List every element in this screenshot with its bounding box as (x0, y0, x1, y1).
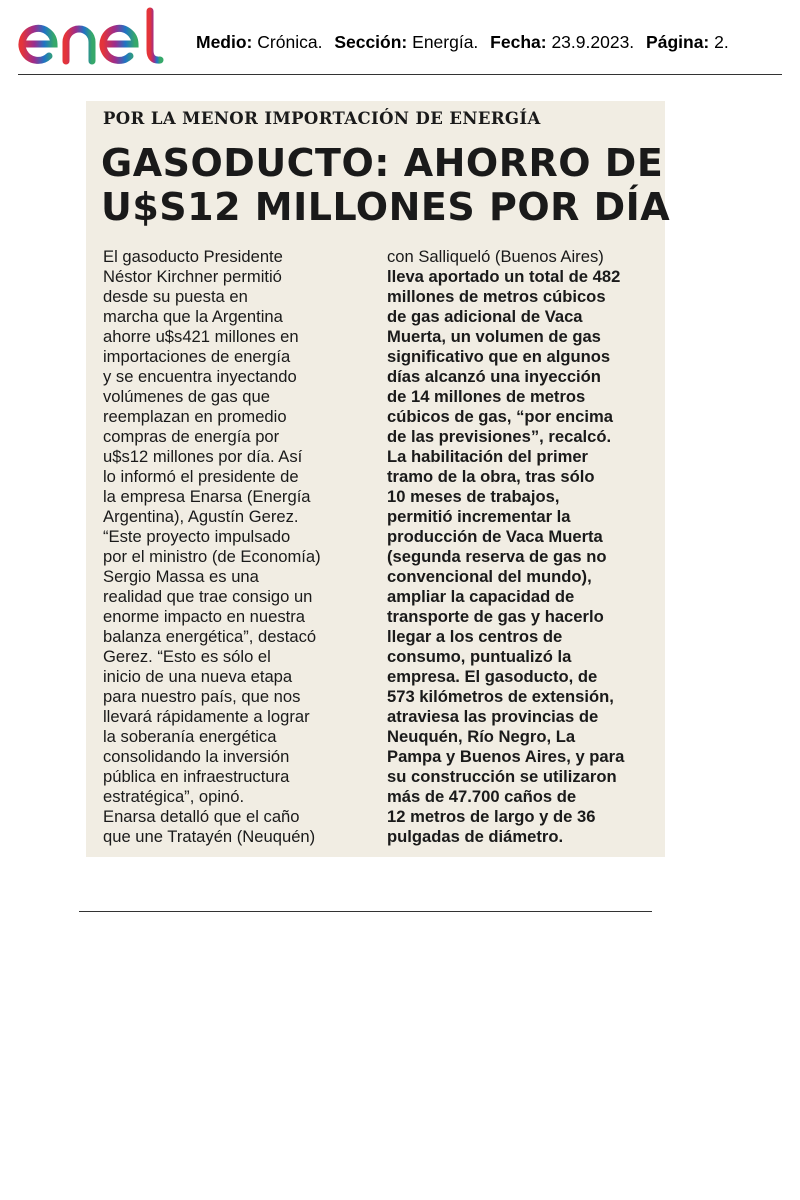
article-text-line: (segunda reserva de gas no (387, 547, 607, 566)
article-text-line: lleva aportado un total de 482 (387, 267, 621, 286)
article-text-line: para nuestro país, que nos (103, 687, 301, 706)
seccion-value: Energía. (412, 32, 479, 52)
article-kicker: POR LA MENOR IMPORTACIÓN DE ENERGÍA (103, 109, 541, 128)
article-text-line: realidad que trae consigo un (103, 587, 313, 606)
article-text-line: Pampa y Buenos Aires, y para (387, 747, 625, 766)
article-text-line: El gasoducto Presidente (103, 247, 283, 266)
article-text-line: cúbicos de gas, “por encima (387, 407, 613, 426)
pagina-label: Página: (646, 32, 710, 52)
article-text-line: Muerta, un volumen de gas (387, 327, 601, 346)
article-column-right (387, 247, 659, 847)
article-text-line: balanza energética”, destacó (103, 627, 317, 646)
seccion-label: Sección: (334, 32, 408, 52)
article-text-line: 12 metros de largo y de 36 (387, 807, 596, 826)
article-text-line: convencional del mundo), (387, 567, 592, 586)
article-text-line: ahorre u$s421 millones en (103, 327, 299, 346)
article-text-line: de 14 millones de metros (387, 387, 586, 406)
article-text-line: transporte de gas y hacerlo (387, 607, 604, 626)
article-text-line: Argentina), Agustín Gerez. (103, 507, 299, 526)
article-text-line: producción de Vaca Muerta (387, 527, 603, 546)
article-text-line: enorme impacto en nuestra (103, 607, 306, 626)
article-text-line: de las previsiones”, recalcó. (387, 427, 612, 446)
article-text-line: lo informó el presidente de (103, 467, 299, 486)
article-text-line: llevará rápidamente a lograr (103, 707, 310, 726)
article-text-line: pulgadas de diámetro. (387, 827, 564, 846)
article-text-line: importaciones de energía (103, 347, 291, 366)
article-text-line: su construcción se utilizaron (387, 767, 617, 786)
article-text-line: llegar a los centros de (387, 627, 563, 646)
article-text-line: Gerez. “Esto es sólo el (103, 647, 271, 666)
enel-logo (18, 6, 183, 66)
article-text-line: compras de energía por (103, 427, 280, 446)
article-text-line: significativo que en algunos (387, 347, 611, 366)
article-text-line: de gas adicional de Vaca (387, 307, 583, 326)
article-text-line: y se encuentra inyectando (103, 367, 297, 386)
header-divider (18, 74, 782, 75)
article-text-line: atraviesa las provincias de (387, 707, 599, 726)
article-text-line: por el ministro (de Economía) (103, 547, 321, 566)
article-text-line: que une Tratayén (Neuquén) (103, 827, 316, 846)
article-text-line: millones de metros cúbicos (387, 287, 606, 306)
article-text-line: estratégica”, opinó. (103, 787, 245, 806)
article-text-line: consolidando la inversión (103, 747, 290, 766)
article-text-line: marcha que la Argentina (103, 307, 283, 326)
article-text-line: ampliar la capacidad de (387, 587, 575, 606)
article-text-line: reemplazan en promedio (103, 407, 287, 426)
article-text-line: Neuquén, Río Negro, La (387, 727, 576, 746)
footer-divider (79, 911, 652, 912)
article-column-left (103, 247, 373, 847)
article-headline (101, 141, 670, 229)
article-text-line: “Este proyecto impulsado (103, 527, 291, 546)
article-text-line: la empresa Enarsa (Energía (103, 487, 311, 506)
page-header (18, 6, 782, 66)
article-text-line: inicio de una nueva etapa (103, 667, 293, 686)
article-text-line: empresa. El gasoducto, de (387, 667, 598, 686)
pagina-value: 2. (714, 32, 729, 52)
article-text-line: desde su puesta en (103, 287, 248, 306)
fecha-label: Fecha: (490, 32, 547, 52)
article-text-line: Néstor Kirchner permitió (103, 267, 282, 286)
article-text-line: u$s12 millones por día. Así (103, 447, 303, 466)
article-text-line: la soberanía energética (103, 727, 277, 746)
article-text-line: Sergio Massa es una (103, 567, 259, 586)
article-text-line: tramo de la obra, tras sólo (387, 467, 595, 486)
article-text-line: días alcanzó una inyección (387, 367, 601, 386)
article-text-line: permitió incrementar la (387, 507, 571, 526)
article-text-line: con Salliqueló (Buenos Aires) (387, 247, 604, 266)
fecha-value: 23.9.2023. (551, 32, 635, 52)
clipping-meta (196, 32, 729, 53)
headline-line: U$S12 MILLONES POR DÍA (101, 185, 671, 229)
article-text-line: La habilitación del primer (387, 447, 589, 466)
article-text-line: más de 47.700 caños de (387, 787, 577, 806)
medio-value: Crónica. (257, 32, 323, 52)
medio-label: Medio: (196, 32, 253, 52)
article-text-line: Enarsa detalló que el caño (103, 807, 300, 826)
article-text-line: 573 kilómetros de extensión, (387, 687, 614, 706)
news-clipping (86, 101, 671, 857)
headline-line: GASODUCTO: AHORRO DE (101, 141, 664, 185)
article-text-line: pública en infraestructura (103, 767, 290, 786)
article-text-line: 10 meses de trabajos, (387, 487, 560, 506)
article-text-line: volúmenes de gas que (103, 387, 270, 406)
article-text-line: consumo, puntualizó la (387, 647, 572, 666)
